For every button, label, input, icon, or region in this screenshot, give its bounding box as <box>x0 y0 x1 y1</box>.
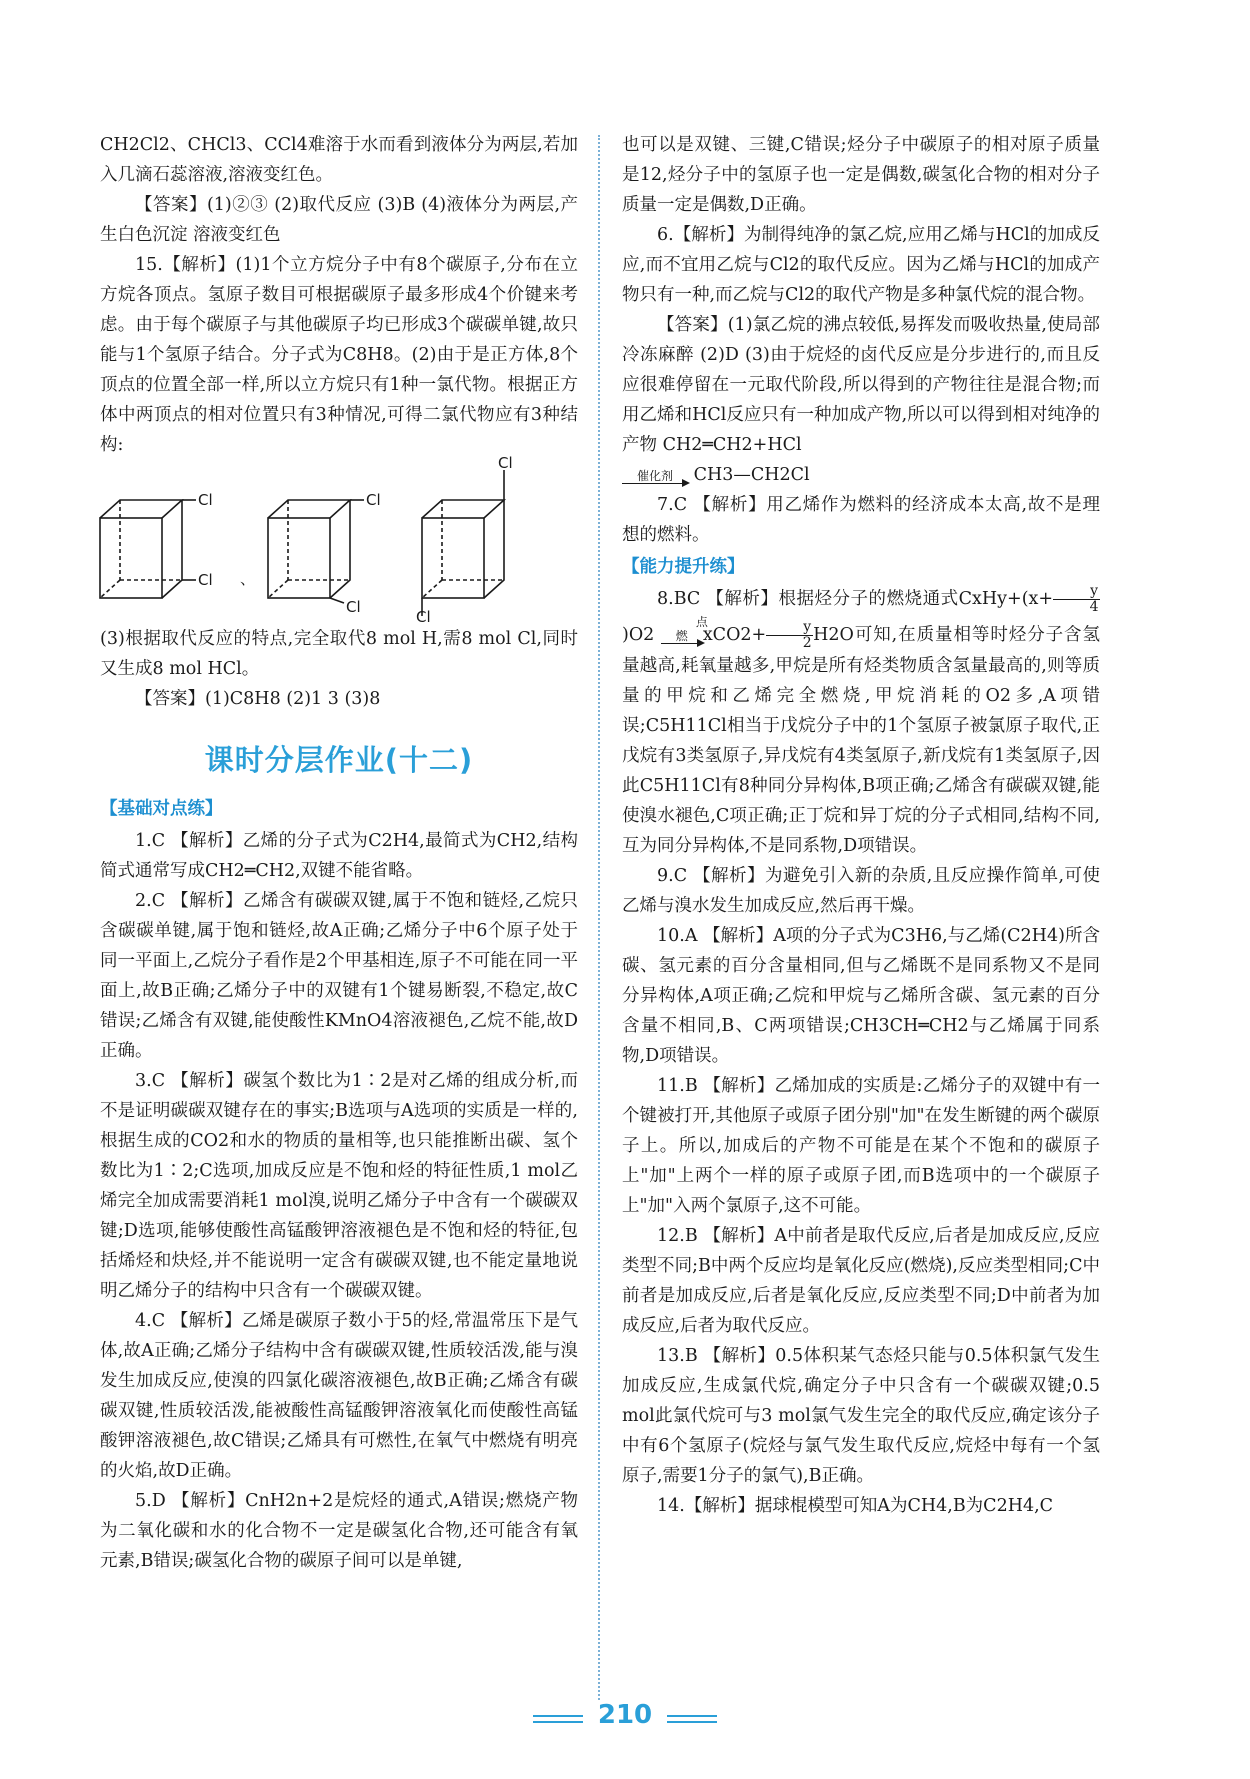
fraction-denominator: 2 <box>802 635 812 651</box>
question-12: 12.B 【解析】A中前者是取代反应,后者是加成反应,反应类型不同;B中两个反应均是氧化反应(燃烧),反应类型相同;C中前者是加成反应,后者是氧化反应,反应类型不同;D中前者为加成反应,后者为取代反应。 <box>622 1226 1100 1336</box>
fraction <box>1053 584 1100 615</box>
footer-decoration <box>667 1711 717 1727</box>
q8-text: xCO2+ <box>702 625 767 645</box>
right-column <box>622 130 1100 1521</box>
column-divider <box>598 135 600 1700</box>
paragraph: (3)根据取代反应的特点,完全取代8 mol H,需8 mol Cl,同时又生成8 mol HCl。 <box>100 629 578 679</box>
question-3: 3.C 【解析】碳氢个数比为1∶2是对乙烯的组成分析,而不是证明碳碳双键存在的事实;B选项与A选项的实质是一样的,根据生成的CO2和水的物质的量相等,也只能推断出碳、氢个数比为1∶2;C选项,加成反应是不饱和烃的特征性质,1 mol乙烯完全加成需要消耗1 mol溴,说明乙烯分子中含有一个碳碳双键;D选项,能够使酸性高锰酸钾溶液褪色是不饱和烃的特征,包括烯烃和炔烃,并不能说明一定含有碳碳双键,也不能定量地说明乙烯分子的结构中只含有一个碳碳双键。 <box>100 1071 578 1301</box>
q8-text: H2O可知,在质量相等时烃分子含氢量越高,耗氧量越多,甲烷是所有烃类物质含氢量最高的,则等质量的甲烷和乙烯完全燃烧,甲烷消耗的O2多,A项错误;C5H11Cl相当于戊烷分子中的1个氢原子被氯原子取代,正戊烷有3类氢原子,异戊烷有4类氢原子,新戊烷有1类氢原子,因此C5H11Cl有8种同分异构体,B项正确;乙烯含有碳碳双键,能使溴水褪色,C项正确;正丁烷和异丁烷的分子式相同,结构不同,互为同分异构体,不是同系物,D项错误。 <box>622 625 1100 856</box>
cube-diagrams <box>100 454 578 626</box>
question-11: 11.B 【解析】乙烯加成的实质是:乙烯分子的双键中有一个键被打开,其他原子或原子团分别"加"在发生断键的两个碳原子上。所以,加成后的产物不可能是在某个不饱和的碳原子上"加"上两个一样的原子或原子团,而B选项中的一个碳原子上"加"入两个氯原子,这不可能。 <box>622 1076 1100 1216</box>
section-title: 课时分层作业(十二) <box>204 743 474 777</box>
q8-text: 8.BC 【解析】根据烃分子的燃烧通式CxHy+(x+ <box>657 589 1054 609</box>
cl-label: Cl <box>346 598 361 616</box>
paragraph: CH2Cl2、CHCl3、CCl4难溶于水而看到液体分为两层,若加入几滴石蕊溶液,溶液变红色。 <box>100 135 578 185</box>
fraction <box>766 620 813 651</box>
question-8 <box>622 584 1100 861</box>
question-1: 1.C 【解析】乙烯的分子式为C2H4,最简式为CH2,结构简式通常写成CH2═CH2,双键不能省略。 <box>100 831 578 881</box>
question-15-explanation: 15.【解析】(1)1个立方烷分子中有8个碳原子,分布在立方烷各顶点。氢原子数目可根据碳原子最多形成4个价键来考虑。由于每个碳原子与其他碳原子均已形成3个碳碳单键,故只能与1个氢原子结合。分子式为C8H8。(2)由于是正方体,8个顶点的位置全部一样,所以立方烷只有1种一氯代物。根据正方体中两顶点的相对位置只有3种情况,可得二氯代物应有3种结构: <box>100 255 578 455</box>
question-7: 7.C 【解析】用乙烯作为燃料的经济成本太高,故不是理想的燃料。 <box>622 495 1100 545</box>
question-14: 14.【解析】据球棍模型可知A为CH4,B为C2H4,C <box>657 1496 1054 1516</box>
product-formula: CH3—CH2Cl <box>693 465 810 485</box>
reaction-equation <box>622 460 1100 490</box>
question-10: 10.A 【解析】A项的分子式为C3H6,与乙烯(C2H4)所含碳、氢元素的百分含量相同,但与乙烯既不是同系物又不是同分异构体,A项正确;乙烷和甲烷与乙烯所含碳、氢元素的百分含量不相同,B、C两项错误;CH3CH═CH2与乙烯属于同系物,D项错误。 <box>622 926 1100 1066</box>
answer-15: 【答案】(1)C8H8 (2)1 3 (3)8 <box>135 689 381 709</box>
page-footer <box>0 1700 1250 1730</box>
fraction-denominator: 4 <box>1089 599 1099 615</box>
catalyst-label: 催化剂 <box>636 469 673 483</box>
question-4: 4.C 【解析】乙烯是碳原子数小于5的烃,常温常压下是气体,故A正确;乙烯分子结构中含有碳碳双键,性质较活泼,能与溴发生加成反应,使溴的四氯化碳溶液褪色,故B正确;乙烯含有碳碳双键,性质较活泼,能被酸性高锰酸钾溶液氧化而使酸性高锰酸钾溶液褪色,故C错误;乙烯具有可燃性,在氧气中燃烧有明亮的火焰,故D正确。 <box>100 1311 578 1481</box>
question-13: 13.B 【解析】0.5体积某气态烃只能与0.5体积氯气发生加成反应,生成氯代烷,确定分子中只含有一个碳碳双键;0.5 mol此氯代烷可与3 mol氯气发生完全的取代反应,确定该分子中有6个氢原子(烷烃与氯气发生取代反应,烷烃中每有一个氢原子,需要1分子的氯气),B正确。 <box>622 1346 1100 1486</box>
fraction-numerator: y <box>1053 584 1100 600</box>
cl-label: Cl <box>198 491 213 509</box>
question-5: 5.D 【解析】CnH2n+2是烷烃的通式,A错误;燃烧产物为二氧化碳和水的化合物不一定是碳氢化合物,还可能含有氧元素,B错误;碳氢化合物的碳原子间可以是单键, <box>100 1491 578 1571</box>
cube-dichloride-figures <box>100 454 578 626</box>
ignite-label: 点燃 <box>675 615 708 643</box>
page-number: 210 <box>597 1700 653 1730</box>
question-6: 6.【解析】为制得纯净的氯乙烷,应用乙烯与HCl的加成反应,而不宜用乙烷与Cl2的取代反应。因为乙烯与HCl的加成产物只有一种,而乙烷与Cl2的取代产物是多种氯代烷的混合物。 <box>622 225 1100 305</box>
separator: 、 <box>240 570 256 588</box>
cl-label: Cl <box>198 571 213 589</box>
q8-text: )O2 <box>622 625 655 645</box>
cl-label: Cl <box>416 608 431 626</box>
answer-14: 【答案】(1)②③ (2)取代反应 (3)B (4)液体分为两层,产生白色沉淀 溶液变红色 <box>100 195 578 245</box>
question-9: 9.C 【解析】为避免引入新的杂质,且反应操作简单,可使乙烯与溴水发生加成反应,然后再干燥。 <box>622 866 1100 916</box>
ignite-arrow <box>661 615 708 644</box>
footer-decoration <box>533 1711 583 1727</box>
answer-6: 【答案】(1)氯乙烷的沸点较低,易挥发而吸收热量,使局部冷冻麻醉 (2)D (3)由于烷烃的卤代反应是分步进行的,而且反应很难停留在一元取代阶段,所以得到的产物往往是混合物;而用乙烯和HCl反应只有一种加成产物,所以可以得到相对纯净的产物 CH2═CH2+HCl <box>622 315 1100 455</box>
left-column <box>100 130 578 1576</box>
cl-label: Cl <box>498 454 513 472</box>
paragraph: 也可以是双键、三键,C错误;烃分子中碳原子的相对原子质量是12,烃分子中的氢原子也一定是偶数,碳氢化合物的相对分子质量一定是偶数,D正确。 <box>622 135 1100 215</box>
catalyst-arrow <box>622 469 688 484</box>
cl-label: Cl <box>366 491 381 509</box>
subsection-heading: 【能力提升练】 <box>622 557 745 577</box>
subsection-heading: 【基础对点练】 <box>100 799 223 819</box>
fraction-numerator: y <box>766 620 813 636</box>
question-2: 2.C 【解析】乙烯含有碳碳双键,属于不饱和链烃,乙烷只含碳碳单键,属于饱和链烃,故A正确;乙烯分子中6个原子处于同一平面上,乙烷分子看作是2个甲基相连,原子不可能在同一平面上,故B正确;乙烯分子中的双键有1个键易断裂,不稳定,故C错误;乙烯含有双键,能使酸性KMnO4溶液褪色,乙烷不能,故D正确。 <box>100 891 578 1061</box>
